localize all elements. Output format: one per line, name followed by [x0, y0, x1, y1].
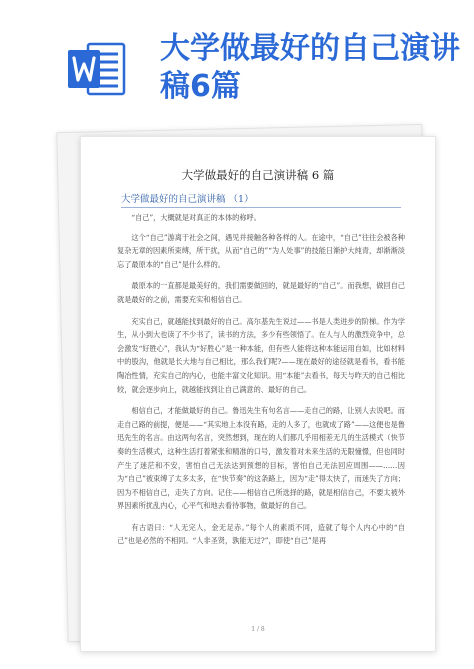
- document-title: 大学做最好的自己演讲稿 6 篇: [181, 168, 335, 182]
- paragraph: 最原本的一直都是最美好的，我们需要做回的，就是最好的“自己”。而我想，做回自己就是最好的之前，需要充实和相信自己。: [117, 281, 405, 304]
- paragraph: “自己”，大概就是对真正的本体的称呼。: [131, 213, 261, 222]
- paragraph: 相信自己，才能做最好的自己。鲁迅先生有句名言——走自己的路，让别人去说吧。而走自己路的前提，便是——“其实地上本没有路，走的人多了，也就成了路”——这便也是鲁迅先生的名言。由这两句名言，突然想到，现在的人们都几乎用相差无几的生活模式（快节奏的生活模式，这种生活打着紧张和精准的口号，激发着对未来生活的无限憧憬，但也同时产生了迷茫和不安，害怕自己无法达到预想的目标，害怕自己无法回应周围——……因为“自己”被束缚了太多太多，在“快节奏”的这条路上，因为“走”得太快了，而迷失了方向；因为不相信自己，走失了方向。记住——相信自己所选择的路，就是相信自己，不要太被外界因素所扰乱内心，心平气和地去看待事物，做最好的自己。: [117, 406, 405, 511]
- paragraph: 这个“自己”游离于社会之间，遇见并接触各种各样的人。在途中，“自己”往往会被各种复杂无章的因素所束缚，所干扰，从而“自己的”“为人处事”的技能日渐护大纯青，却渐渐淡忘了最原本的“自己”是什么样的。: [117, 232, 405, 269]
- banner-header: [0, 0, 474, 130]
- paragraph: 有古语曰：“人无完人，金无足赤。”每个人的素质不同，造就了每个人内心中的“自己”也是必然的不相同。“人非圣贤，孰能无过?”，即使“自己”是再: [117, 522, 405, 546]
- document-page: [80, 136, 436, 652]
- section-heading: 大学做最好的自己演讲稿 （1）: [121, 191, 401, 208]
- word-document-icon: [66, 38, 128, 100]
- page-number: 1 / 8: [251, 626, 265, 633]
- hero-title: 大学做最好的自己演讲稿6篇: [160, 31, 460, 104]
- document-body: [117, 211, 405, 556]
- paragraph: 充实自己，就越能找到最好的自己。高尔基先生说过——书是人类进步的阶梯。作为学生，从小到大也读了不少书了，读书的方法，多少有些领悟了。在人与人的激烈竞争中，总会激发“好胜心”，我认为“好胜心”是一种本能，但有些人能将这种本能运用自如，比如材料中的股沟，他就是长大地与自己相比，那么我们呢?——现在最好的途径就是看书，看书能陶冶性情，充实自己的内心，也能丰富文化知识。用“本能”去看书，每天与昨天的自己相比较，就会逐步向上，就越能找到让自己满意的、最好的自己。: [117, 316, 405, 394]
